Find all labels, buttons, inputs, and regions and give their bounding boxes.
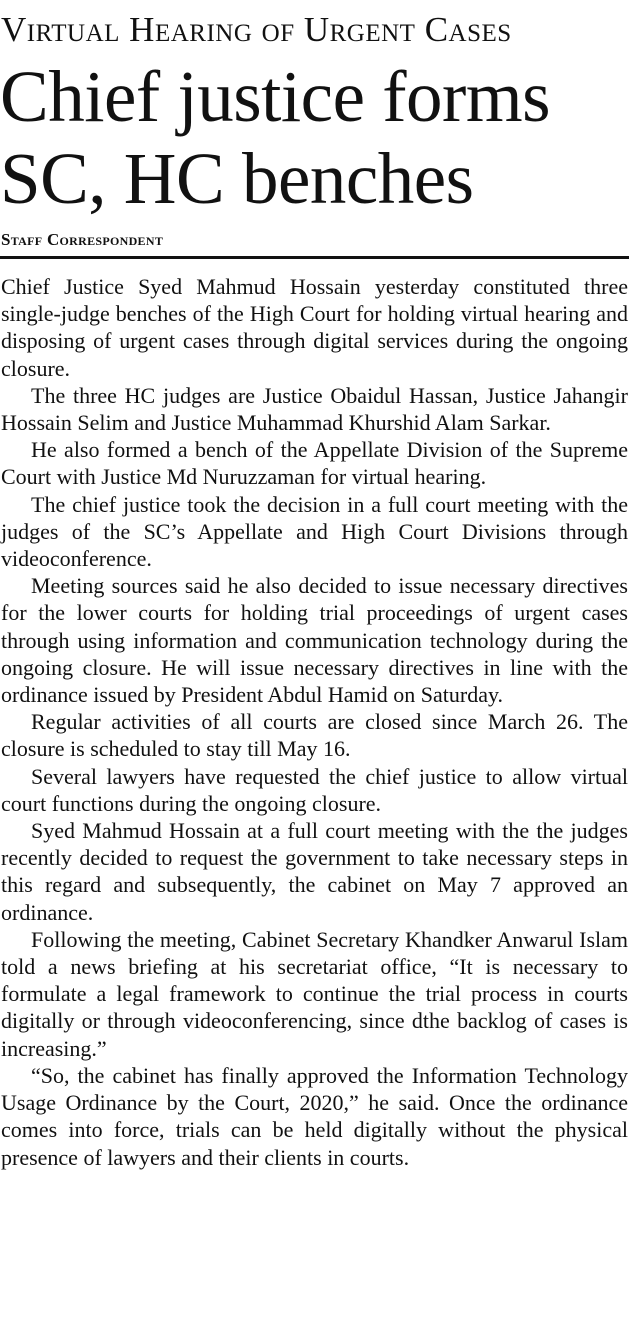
article-paragraph: The three HC judges are Justice Obaidul Hassan, Justice Jahangir Hossain Selim and Justice Muhammad Khurshid Alam Sarkar. [1, 382, 628, 436]
article-paragraph: The chief justice took the decision in a full court meeting with the judges of the SC’s Appellate and High Court Divisions through videoconference. [1, 491, 628, 572]
article-paragraph: Meeting sources said he also decided to issue necessary directives for the lower courts for holding trial proceedings of urgent cases through using information and communication technology during the ongoing closure. He will issue necessary directives in line with the ordinance issued by President Abdul Hamid on Saturday. [1, 573, 628, 708]
article-paragraph: He also formed a bench of the Appellate Division of the Supreme Court with Justice Md Nuruzzaman for virtual hearing. [1, 437, 628, 490]
article-paragraph: “So, the cabinet has finally approved the Information Technology Usage Ordinance by the Court, 2020,” he said. Once the ordinance comes into force, trials can be held digitally without the physical presence of lawyers and their clients in courts. [1, 1062, 628, 1170]
article-body [0, 259, 628, 1171]
article-paragraph: Chief Justice Syed Mahmud Hossain yesterday constituted three single-judge benches of the High Court for holding virtual hearing and disposing of urgent cases through digital services during the ongoing closure. [1, 274, 628, 381]
article-paragraph: Regular activities of all courts are closed since March 26. The closure is scheduled to stay till May 16. [1, 709, 628, 762]
article-paragraph: Syed Mahmud Hossain at a full court meeting with the the judges recently decided to request the government to take necessary steps in this regard and subsequently, the cabinet on May 7 approved an ordinance. [1, 818, 628, 925]
article-paragraph: Several lawyers have requested the chief justice to allow virtual court functions during the ongoing closure. [1, 763, 628, 816]
article-byline: Staff Correspondent [1, 230, 164, 249]
article-paragraph: Following the meeting, Cabinet Secretary Khandker Anwarul Islam told a news briefing at his secretariat office, “It is necessary to formulate a legal framework to continue the trial process in courts digitally or through videoconferencing, since dthe backlog of cases is increasing.” [1, 926, 628, 1061]
headline-line-1: Chief justice forms [0, 56, 551, 137]
headline-line-2: SC, HC benches [0, 138, 474, 219]
article-headline [0, 50, 629, 220]
article-kicker: Virtual Hearing of Urgent Cases [1, 10, 512, 49]
